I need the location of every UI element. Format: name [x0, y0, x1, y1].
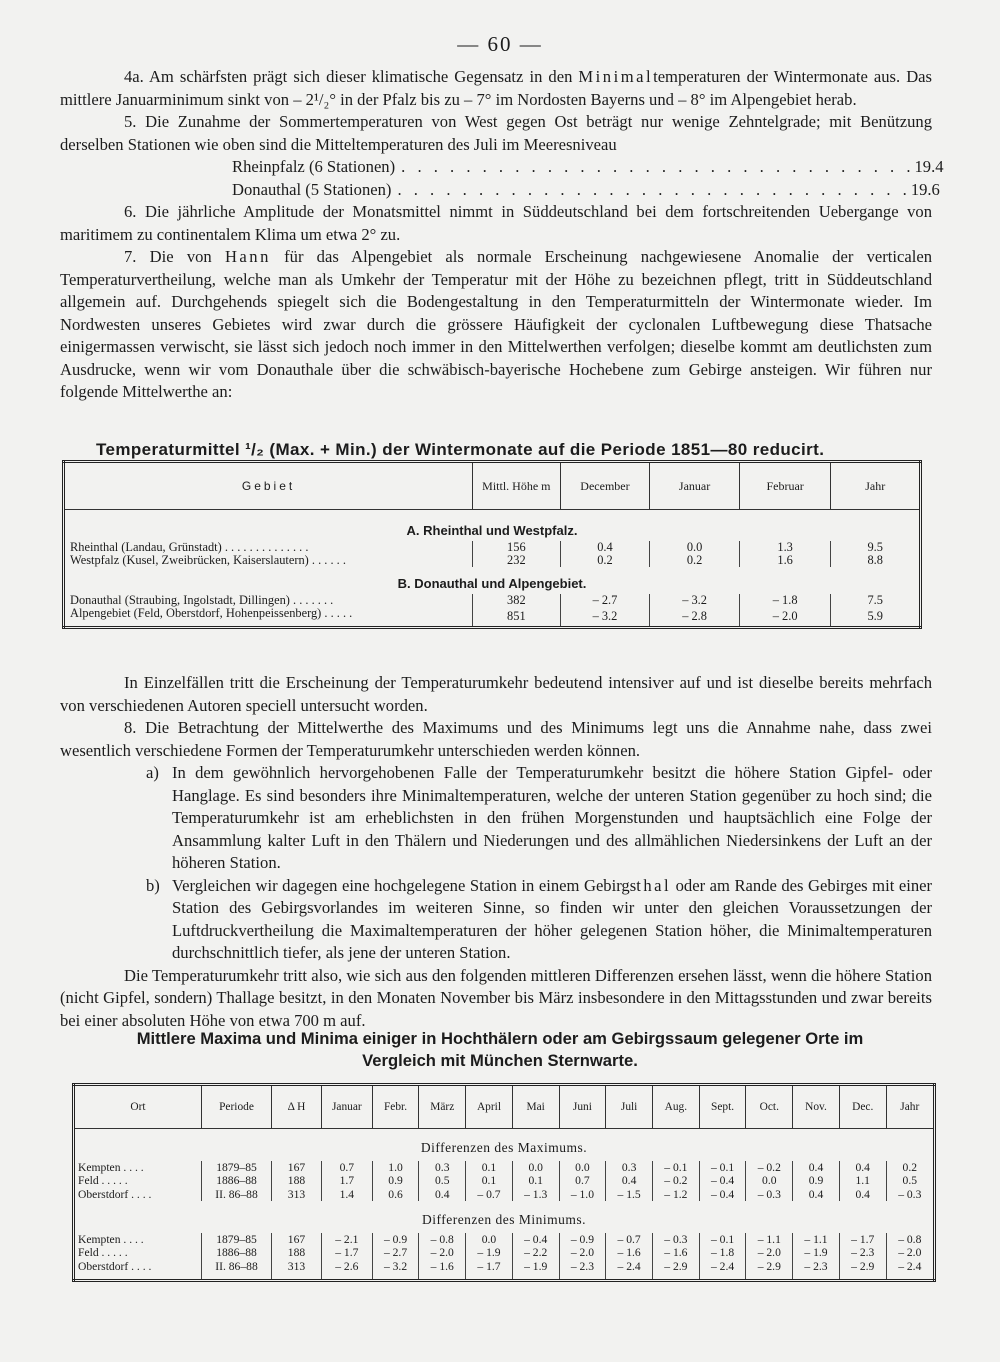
- table-cell: 7.5: [831, 594, 921, 607]
- table-cell: 1879–85: [202, 1161, 272, 1175]
- table-cell: – 1.0: [559, 1188, 606, 1202]
- table-cell: – 1.9: [793, 1246, 840, 1260]
- subparagraph-text: In dem gewöhnlich hervorgehobenen Falle der Temperaturumkehr besitzt die höhere Station Gipfel- oder Hanglage. Es sind besonders ihre Minimaltemperaturen, welche der unteren Station gegenüber zu hoch sind; die Temperaturumkehr ist am erheblichsten in den frühen Morgenstunden und hauptsächlich eine Folge der Ansammlung kalter Luft in den Thälern und Niederungen und des allmählichen Niedersinkens der Luft an der höheren Station.: [172, 763, 932, 872]
- table-cell: – 2.6: [322, 1260, 373, 1281]
- table-cell: – 2.3: [559, 1260, 606, 1281]
- table2-header-row: [74, 1085, 935, 1129]
- column-header: Periode: [202, 1085, 272, 1129]
- table-cell: – 1.6: [606, 1246, 653, 1260]
- table-cell: – 0.4: [512, 1233, 559, 1247]
- table2-title: [60, 1028, 940, 1072]
- table-cell: 0.5: [419, 1174, 466, 1188]
- table2-title-line1: Mittlere Maxima und Minima einiger in Hochthälern oder am Gebirgssaum gelegener Orte im: [136, 1029, 864, 1048]
- row-label: Westpfalz (Kusel, Zweibrücken, Kaiserslautern) . . . . . .: [64, 554, 473, 567]
- table-cell: – 2.0: [746, 1246, 793, 1260]
- table-cell: 1.7: [322, 1174, 373, 1188]
- table-cell: – 2.0: [739, 607, 831, 628]
- table-winter-temperature: [62, 460, 922, 629]
- subparagraph-8b: [146, 875, 932, 965]
- table-cell: 1.3: [739, 541, 831, 554]
- table-cell: II. 86–88: [202, 1188, 272, 1202]
- table-row: [74, 1246, 935, 1260]
- table-cell: 5.9: [831, 607, 921, 628]
- table-cell: – 2.1: [322, 1233, 373, 1247]
- table-cell: 0.2: [560, 554, 650, 567]
- value-row-donauthal: [232, 179, 940, 202]
- table-cell: 0.0: [466, 1233, 513, 1247]
- table-cell: – 2.9: [746, 1260, 793, 1281]
- table-cell: – 1.9: [512, 1260, 559, 1281]
- table-cell: – 1.8: [739, 594, 831, 607]
- table-cell: – 0.1: [652, 1161, 699, 1175]
- table-cell: 0.4: [419, 1188, 466, 1202]
- column-header: Ort: [74, 1085, 202, 1129]
- table-cell: – 2.4: [699, 1260, 746, 1281]
- table-cell: 0.9: [372, 1174, 419, 1188]
- column-header: Jahr: [886, 1085, 934, 1129]
- table-cell: 1.4: [322, 1188, 373, 1202]
- table-cell: 1879–85: [202, 1233, 272, 1247]
- table-cell: 1886–88: [202, 1246, 272, 1260]
- column-header: Mai: [512, 1085, 559, 1129]
- table-cell: 851: [473, 607, 561, 628]
- value-label: Rheinpfalz (6 Stationen): [232, 157, 396, 176]
- table-cell: – 2.9: [652, 1260, 699, 1281]
- column-header: Aug.: [652, 1085, 699, 1129]
- table-cell: – 0.3: [652, 1233, 699, 1247]
- section-title: B. Donauthal und Alpengebiet.: [397, 576, 587, 591]
- table-cell: – 1.1: [746, 1233, 793, 1247]
- table-cell: 0.0: [746, 1174, 793, 1188]
- table-row: [74, 1174, 935, 1188]
- column-header: Febr.: [372, 1085, 419, 1129]
- table-cell: 188: [272, 1174, 322, 1188]
- table-cell: 1886–88: [202, 1174, 272, 1188]
- list-marker: a): [146, 763, 159, 782]
- table-cell: 1.1: [839, 1174, 886, 1188]
- table-cell: – 0.2: [746, 1161, 793, 1175]
- table-row: [74, 1260, 935, 1281]
- table-cell: 167: [272, 1233, 322, 1247]
- table-cell: 0.4: [606, 1174, 653, 1188]
- paragraph-7-spaced: Hann: [224, 247, 271, 266]
- row-label: Kempten . . . .: [74, 1161, 202, 1175]
- table-cell: – 0.9: [372, 1233, 419, 1247]
- column-header: Oct.: [746, 1085, 793, 1129]
- table-cell: 0.6: [372, 1188, 419, 1202]
- table-cell: – 2.0: [419, 1246, 466, 1260]
- table-cell: 0.7: [559, 1174, 606, 1188]
- paragraph-7-tail: für das Alpengebiet als normale Erscheinung nachgewiesene Anomalie der verticalen Temperaturvertheilung, welche man als Umkehr der Temperatur mit der Höhe zu bezeichnen pflegt, tritt in Süddeutschland allgemein auf. Durchgehends spiegelt sich die Bodengestaltung in den Temperaturmitteln der Wintermonate wieder. Im Nordwesten unseres Gebietes wird zwar durch die grössere Häufigkeit der cyclonalen Luftbewegung diese Thatsache einigermassen verwischt, sie lässt sich jedoch noch immer in den Mittelwerthen verfolgen; dieselbe kommt am deutlichsten zum Ausdrucke, wenn wir vom Donauthale über die schwäbisch-bayerische Hochebene zum Gebirge ansteigen. Wir führen nur folgende Mittelwerthe an:: [60, 247, 932, 401]
- column-header: April: [466, 1085, 513, 1129]
- paragraph-4a-lead: 4a. Am schärfsten prägt sich dieser klimatische Gegensatz in den: [124, 67, 579, 86]
- table-cell: 0.4: [560, 541, 650, 554]
- row-label: Oberstdorf . . . .: [74, 1188, 202, 1202]
- table-cell: 0.0: [512, 1161, 559, 1175]
- value-number: 19.4: [914, 157, 944, 176]
- table-cell: – 0.1: [699, 1233, 746, 1247]
- column-header: Jahr: [831, 462, 921, 510]
- table-cell: 0.5: [886, 1174, 934, 1188]
- row-label: Rheinthal (Landau, Grünstadt) . . . . . . . . . . . . . .: [64, 541, 473, 554]
- table-cell: – 3.2: [650, 594, 740, 607]
- table-cell: 0.4: [793, 1188, 840, 1202]
- page-number: — 60 —: [457, 32, 543, 56]
- table-cell: – 0.3: [746, 1188, 793, 1202]
- table-cell: 167: [272, 1161, 322, 1175]
- table1-header-row: [64, 462, 921, 510]
- column-header: Juni: [559, 1085, 606, 1129]
- table-cell: – 1.5: [606, 1188, 653, 1202]
- table-cell: – 2.0: [886, 1246, 934, 1260]
- table-cell: – 1.7: [322, 1246, 373, 1260]
- paragraph-4a: [60, 66, 932, 111]
- table-cell: 0.4: [839, 1188, 886, 1202]
- table-cell: 0.7: [322, 1161, 373, 1175]
- table-row: [74, 1233, 935, 1247]
- table-cell: 0.4: [839, 1161, 886, 1175]
- column-header: Januar: [650, 462, 740, 510]
- table-cell: 382: [473, 594, 561, 607]
- column-header: Δ H: [272, 1085, 322, 1129]
- row-label: Oberstdorf . . . .: [74, 1260, 202, 1281]
- table-cell: – 1.9: [466, 1246, 513, 1260]
- table-cell: 0.0: [559, 1161, 606, 1175]
- table-cell: – 1.6: [419, 1260, 466, 1281]
- text-block-middle: [60, 672, 932, 1032]
- table-cell: – 1.8: [699, 1246, 746, 1260]
- table-cell: – 2.3: [793, 1260, 840, 1281]
- column-header: Januar: [322, 1085, 373, 1129]
- table-cell: – 3.2: [372, 1260, 419, 1281]
- table-cell: 0.9: [793, 1174, 840, 1188]
- subparagraph-8b-spaced: thal: [636, 875, 672, 895]
- section-title: Differenzen des Minimums.: [421, 1212, 587, 1227]
- paragraph-6: 6. Die jährliche Amplitude der Monatsmittel nimmt in Süddeutschland bei dem fortschreitenden Uebergange von maritimem zu continentalem Klima um etwa 2° zu.: [60, 202, 932, 244]
- table-maxima-minima: [72, 1083, 936, 1282]
- section-title: A. Rheinthal und Westpfalz.: [406, 523, 578, 538]
- table-cell: 0.1: [512, 1174, 559, 1188]
- leader-dots: . . . . . . . . . . . . . . . . . . . . . . . . . . . . . . . .: [401, 157, 915, 176]
- table-cell: – 1.3: [512, 1188, 559, 1202]
- column-header: Mittl. Höhe m: [473, 462, 561, 510]
- table-row: [74, 1188, 935, 1202]
- table2-body: [74, 1129, 935, 1281]
- table-cell: 232: [473, 554, 561, 567]
- table-cell: 0.1: [466, 1174, 513, 1188]
- paragraph-temperaturumkehr: Die Temperaturumkehr tritt also, wie sich aus den folgenden mittleren Differenzen ersehen lässt, wenn die höhere Station (nicht Gipfel, sondern) Thallage besitzt, in den Monaten November bis März insbesondere in den Mittagsstunden und zwar bereits bei einer absoluten Höhe von etwa 700 m auf.: [60, 965, 932, 1030]
- table-cell: – 1.7: [466, 1260, 513, 1281]
- column-header: December: [560, 462, 650, 510]
- table-cell: – 0.4: [699, 1188, 746, 1202]
- table-cell: 1.6: [739, 554, 831, 567]
- column-header: Februar: [739, 462, 831, 510]
- table-cell: – 0.7: [606, 1233, 653, 1247]
- table-cell: 8.8: [831, 554, 921, 567]
- table-cell: – 2.2: [512, 1246, 559, 1260]
- table-cell: – 0.3: [886, 1188, 934, 1202]
- table-cell: – 0.7: [466, 1188, 513, 1202]
- subparagraph-8a: [146, 762, 932, 875]
- value-number: 19.6: [910, 179, 940, 199]
- row-label: Donauthal (Straubing, Ingolstadt, Dillingen) . . . . . . .: [64, 594, 473, 607]
- row-label: Feld . . . . .: [74, 1246, 202, 1260]
- paragraph-4a-spaced: Minimal: [578, 67, 654, 86]
- table-cell: – 1.1: [793, 1233, 840, 1247]
- text-block-upper: [60, 66, 944, 404]
- table-cell: – 0.1: [699, 1161, 746, 1175]
- table-cell: – 3.2: [560, 607, 650, 628]
- table-cell: – 1.2: [652, 1188, 699, 1202]
- table-cell: 0.2: [650, 554, 740, 567]
- paragraph-5: 5. Die Zunahme der Sommertemperaturen von West gegen Ost beträgt nur wenige Zehntelgrade; mit Benützung derselben Stationen wie oben sind die Mitteltemperaturen des Juli im Meeresniveau: [60, 112, 932, 154]
- paragraph-7: [60, 246, 932, 404]
- table-cell: – 2.9: [839, 1260, 886, 1281]
- table-row: [74, 1161, 935, 1175]
- table-cell: – 2.3: [839, 1246, 886, 1260]
- table-row: [64, 554, 921, 567]
- table-cell: – 1.7: [839, 1233, 886, 1247]
- column-header: Juli: [606, 1085, 653, 1129]
- table-cell: II. 86–88: [202, 1260, 272, 1281]
- table-cell: – 0.9: [559, 1233, 606, 1247]
- column-header: Sept.: [699, 1085, 746, 1129]
- list-marker: b): [146, 875, 160, 895]
- value-row-rheinpfalz: [232, 156, 944, 179]
- column-header: Dec.: [839, 1085, 886, 1129]
- paragraph-einzelfaelle: In Einzelfällen tritt die Erscheinung der Temperaturumkehr bedeutend intensiver auf und ist dieselbe bereits mehrfach von verschiedenen Autoren speciell untersucht worden.: [60, 673, 932, 715]
- column-header: Nov.: [793, 1085, 840, 1129]
- subparagraph-8b-lead: Vergleichen wir dagegen eine hochgelegene Station in einem Gebirgs: [172, 875, 637, 895]
- table-cell: – 2.0: [559, 1246, 606, 1260]
- table1-title: Temperaturmittel ¹/₂ (Max. + Min.) der Wintermonate auf die Periode 1851—80 reducirt.: [96, 440, 825, 459]
- table-cell: 0.3: [606, 1161, 653, 1175]
- column-header: Gebiet: [64, 462, 473, 510]
- table-cell: – 0.4: [699, 1174, 746, 1188]
- table-cell: – 0.8: [419, 1233, 466, 1247]
- leader-dots: . . . . . . . . . . . . . . . . . . . . . . . . . . . . . . . .: [397, 179, 911, 199]
- table-row: [64, 607, 921, 628]
- table-cell: 313: [272, 1188, 322, 1202]
- table-cell: – 2.4: [886, 1260, 934, 1281]
- row-label: Kempten . . . .: [74, 1233, 202, 1247]
- table-cell: 0.4: [793, 1161, 840, 1175]
- row-label: Feld . . . . .: [74, 1174, 202, 1188]
- table2-title-line2: Vergleich mit München Sternwarte.: [362, 1051, 638, 1070]
- table-cell: 0.2: [886, 1161, 934, 1175]
- section-title: Differenzen des Maximums.: [420, 1140, 588, 1155]
- table-cell: 0.1: [466, 1161, 513, 1175]
- table-cell: – 0.8: [886, 1233, 934, 1247]
- table-cell: – 2.7: [372, 1246, 419, 1260]
- paragraph-8: 8. Die Betrachtung der Mittelwerthe des Maximums und des Minimums legt uns die Annahme nahe, dass zwei wesentlich verschiedene Formen der Temperaturumkehr unterschieden werden können.: [60, 718, 932, 760]
- table-cell: 313: [272, 1260, 322, 1281]
- table-cell: – 2.7: [560, 594, 650, 607]
- table-cell: – 0.2: [652, 1174, 699, 1188]
- value-label: Donauthal (5 Stationen): [232, 179, 392, 199]
- paragraph-4a-tail: temperaturen der Wintermonate aus. Das mittlere Januarminimum sinkt von – 2¹/₂° in der Pfalz bis zu – 7° im Nordosten Bayerns und – 8° im Alpengebiet herab.: [60, 67, 932, 109]
- row-label: Alpengebiet (Feld, Oberstdorf, Hohenpeissenberg) . . . . .: [64, 607, 473, 628]
- table-cell: 0.3: [419, 1161, 466, 1175]
- table-cell: 9.5: [831, 541, 921, 554]
- subparagraph-8b-tail: oder am Rande des Gebirges mit einer Station des Gebirgsvorlandes im weiteren Sinne, so finden wir unter den gleichen Voraussetzungen der Luftdruckvertheilung die Maximaltemperaturen der höher gelegenen Station höher, die Minimaltemperaturen durchschnittlich tiefer, als jene der unteren Station.: [172, 875, 933, 962]
- table-cell: – 2.8: [650, 607, 740, 628]
- table-cell: 0.0: [650, 541, 740, 554]
- paragraph-7-lead: 7. Die von: [124, 247, 225, 266]
- subparagraph-text: [172, 875, 932, 965]
- table-cell: 1.0: [372, 1161, 419, 1175]
- column-header: März: [419, 1085, 466, 1129]
- table-cell: 156: [473, 541, 561, 554]
- table-cell: – 2.4: [606, 1260, 653, 1281]
- table-cell: 188: [272, 1246, 322, 1260]
- table-cell: – 1.6: [652, 1246, 699, 1260]
